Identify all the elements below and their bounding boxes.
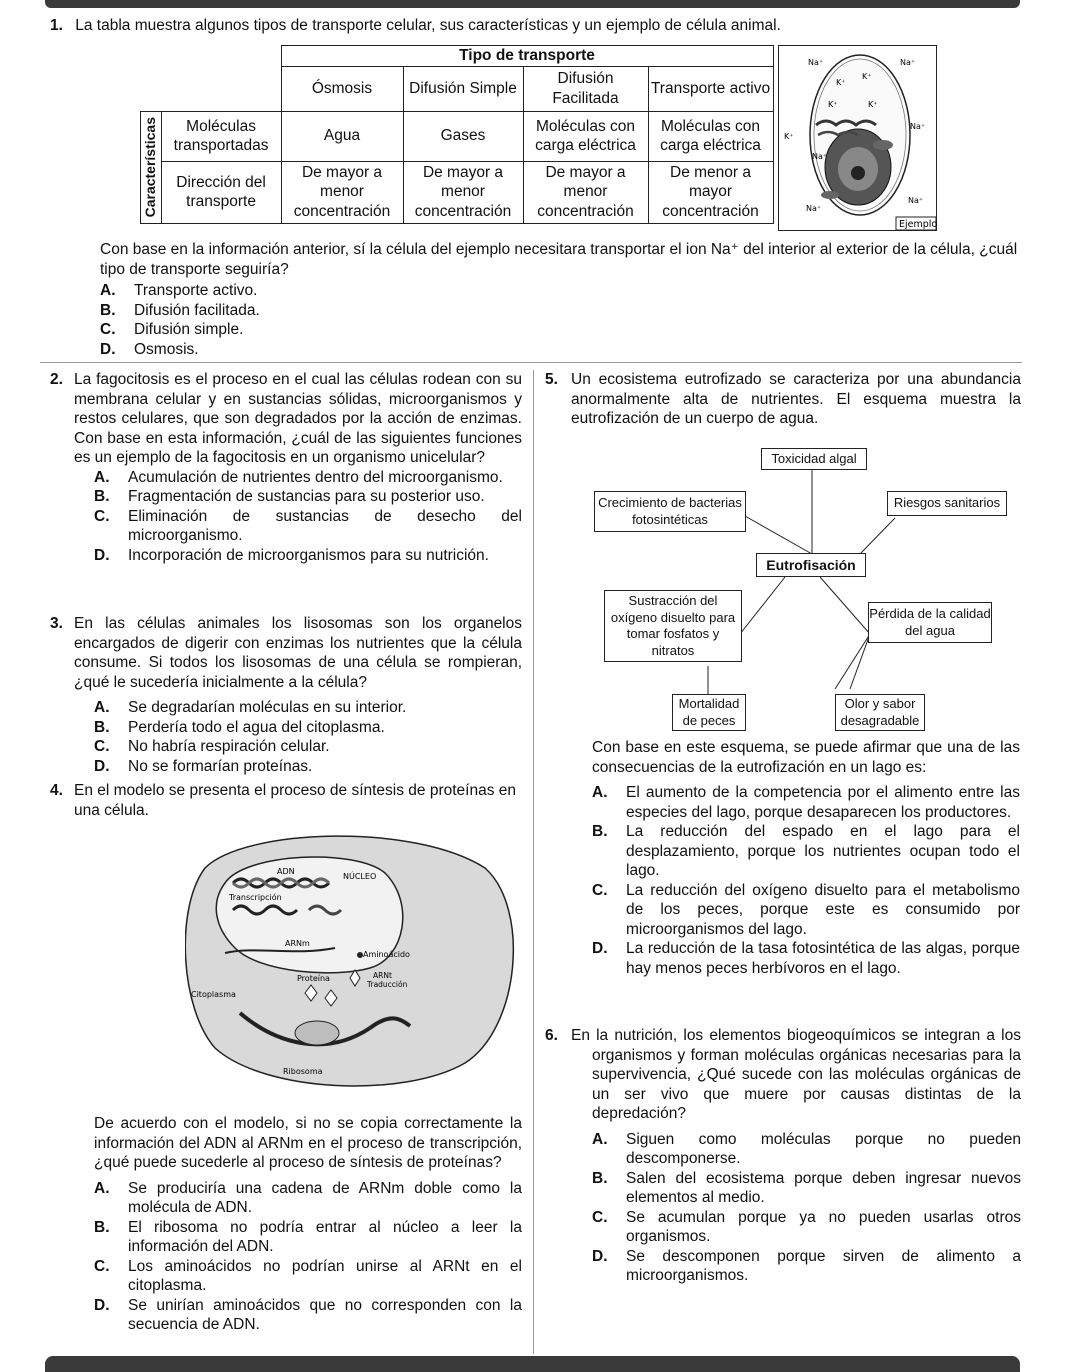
q4-question-block xyxy=(94,1114,522,1335)
option-letter: C. xyxy=(592,1208,608,1226)
diagram-label-arnt: ARNt xyxy=(373,971,392,980)
option-letter: B. xyxy=(100,301,116,319)
node-olor: Olor y sabor desagradable xyxy=(835,694,925,731)
q2-block xyxy=(50,370,522,565)
diagram-label-arnm: ARNm xyxy=(285,939,310,948)
q4-options xyxy=(94,1179,522,1335)
q2-stem: La fagocitosis es el proceso en el cual las células rodean con su membrana celular y en sustancias sólidas, microorganismos y restos celulares, que son degradados por la acción de enzimas. Con base en esta información, ¿cuál de las siguientes funciones es un ejemplo de la fagocitosis en un organismo unicelular? xyxy=(74,371,522,466)
option-q4-a[interactable] xyxy=(94,1179,522,1218)
option-q2-d[interactable] xyxy=(94,546,522,566)
node-mortalidad: Mortalidad de peces xyxy=(672,694,746,731)
ion-k-label: K⁺ xyxy=(868,100,878,109)
q1-intro-text: La tabla muestra algunos tipos de transporte celular, sus características y un ejemplo de célula animal. xyxy=(75,17,781,34)
option-text: La reducción del oxígeno disuelto para el metabolismo de los peces, porque este es consumido por microorganismos del lago. xyxy=(626,881,1020,938)
ion-k-label: K⁺ xyxy=(862,72,872,81)
option-q5-d[interactable] xyxy=(592,939,1020,978)
nucleolus xyxy=(851,166,865,180)
q4-number: 4. xyxy=(50,782,63,799)
diagram-connectors xyxy=(590,444,1020,734)
ion-na-label: Na⁺ xyxy=(900,58,916,67)
q4-stem-wrap xyxy=(50,781,522,820)
col-transporte-activo: Transporte activo xyxy=(648,66,773,111)
eutrophication-diagram xyxy=(590,444,1020,734)
option-q3-a[interactable] xyxy=(94,698,522,718)
option-text: Los aminoácidos no podrían unirse al ARNt en el citoplasma. xyxy=(128,1257,522,1294)
ion-k-label: K⁺ xyxy=(784,132,794,141)
option-letter: B. xyxy=(94,1218,110,1236)
row-label-direccion: Dirección del transporte xyxy=(161,161,281,223)
transport-table xyxy=(140,45,774,224)
connector-line xyxy=(745,516,812,554)
option-text: El aumento de la competencia por el alimento entre las especies del lago, porque desaparecen los productores. xyxy=(626,784,1020,821)
option-text: Se degradarían moléculas en su interior. xyxy=(128,699,407,716)
cell-table: De menor a mayor concentración xyxy=(648,161,773,223)
diagram-label-aminoacido: Aminoácido xyxy=(363,950,410,959)
option-letter: C. xyxy=(100,321,116,338)
option-q4-d[interactable] xyxy=(94,1296,522,1335)
option-letter: D. xyxy=(94,757,110,775)
col-difusion-facilitada: Difusión Facilitada xyxy=(523,66,648,111)
option-q1-d[interactable] xyxy=(100,340,500,360)
q4-stem-line xyxy=(50,781,522,820)
ion-k-label: K⁺ xyxy=(836,78,846,87)
option-letter: B. xyxy=(94,718,110,736)
option-letter: D. xyxy=(94,546,110,564)
ion-na-label: Na⁺ xyxy=(908,196,924,205)
option-q3-b[interactable] xyxy=(94,718,522,738)
q6-block xyxy=(545,1026,1021,1286)
option-q3-c[interactable] xyxy=(94,737,522,757)
node-toxicidad: Toxicidad algal xyxy=(761,448,867,470)
ion-na-label: Na⁺ xyxy=(806,204,822,213)
option-q2-c[interactable] xyxy=(94,507,522,546)
option-text: La reducción de la tasa fotosintética de las algas, porque hay menos peces herbívoros en el lago. xyxy=(626,940,1020,977)
option-letter: A. xyxy=(592,784,608,801)
q5-number: 5. xyxy=(545,371,558,388)
diagram-label-traduccion: Traducción xyxy=(367,980,408,989)
option-q6-b[interactable] xyxy=(592,1169,1021,1208)
option-text: Eliminación de sustancias de desecho del microorganismo. xyxy=(128,507,522,544)
option-text: Salen del ecosistema porque deben ingresar nuevos elementos al medio. xyxy=(626,1169,1021,1206)
option-letter: D. xyxy=(592,1247,608,1265)
option-letter: C. xyxy=(94,507,110,525)
option-q5-c[interactable] xyxy=(592,881,1020,940)
q4-question: De acuerdo con el modelo, si no se copia correctamente la información del ADN al ARNm en el proceso de transcripción, ¿qué puede sucederle al proceso de síntesis de proteínas? xyxy=(94,1115,522,1171)
option-text: Difusión facilitada. xyxy=(134,301,260,319)
option-text: La reducción del espado en el lago para el desplazamiento, porque los nutrientes ocupan todo el lago. xyxy=(626,823,1020,879)
col-osmosis: Ósmosis xyxy=(281,66,403,111)
side-label: Características xyxy=(142,116,159,218)
q4-stem: En el modelo se presenta el proceso de síntesis de proteínas en una célula. xyxy=(74,782,517,819)
table-header: Tipo de transporte xyxy=(281,46,773,67)
option-text: El ribosoma no podría entrar al núcleo a leer la información del ADN. xyxy=(128,1218,522,1255)
q3-stem-wrap xyxy=(50,614,522,692)
q1-question: Con base en la información anterior, sí la célula del ejemplo necesitara transportar el ion Na⁺ del interior al exterior de la célula, ¿cuál tipo de transporte seguiría? xyxy=(100,241,1018,278)
bottom-bar xyxy=(45,1356,1020,1372)
q1-intro xyxy=(50,16,1030,36)
option-letter: D. xyxy=(94,1296,110,1314)
q5-stem-wrap xyxy=(545,370,1021,429)
cell-table: Gases xyxy=(403,111,523,161)
option-q1-a[interactable] xyxy=(100,281,500,301)
option-text: Se unirían aminoácidos que no corresponden con la secuencia de ADN. xyxy=(128,1296,522,1333)
q3-options xyxy=(50,698,522,776)
cell-table: Agua xyxy=(281,111,403,161)
mitochondrion xyxy=(873,140,893,150)
option-q6-d[interactable] xyxy=(592,1247,1021,1286)
option-q6-a[interactable] xyxy=(592,1130,1021,1169)
option-text: No habría respiración celular. xyxy=(128,738,330,755)
option-text: Incorporación de microorganismos para su nutrición. xyxy=(128,546,489,564)
option-letter: B. xyxy=(592,823,608,840)
option-text: Transporte activo. xyxy=(134,282,258,299)
option-q6-c[interactable] xyxy=(592,1208,1021,1247)
q5-options xyxy=(592,783,1020,978)
option-q5-a[interactable] xyxy=(592,783,1020,822)
option-letter: B. xyxy=(94,488,110,505)
q5-question: Con base en este esquema, se puede afirmar que una de las consecuencias de la eutrofización en un lago es: xyxy=(592,739,1020,776)
option-letter: C. xyxy=(592,881,608,899)
cell-table: Moléculas con carga eléctrica xyxy=(523,111,648,161)
option-text: Acumulación de nutrientes dentro del microorganismo. xyxy=(128,468,503,486)
diagram-label-citoplasma: Citoplasma xyxy=(191,990,236,999)
q5-question-block xyxy=(592,738,1020,978)
node-riesgos: Riesgos sanitarios xyxy=(887,491,1007,516)
ion-k-label: K⁺ xyxy=(828,100,838,109)
option-letter: C. xyxy=(94,738,110,755)
option-text: Siguen como moléculas porque no pueden descomponerse. xyxy=(626,1130,1021,1167)
option-letter: D. xyxy=(100,340,116,358)
option-text: Se acumulan porque ya no pueden usarlas otros organismos. xyxy=(626,1208,1021,1245)
q1-number: 1. xyxy=(50,17,63,34)
option-text: Se produciría una cadena de ARNm doble como la molécula de ADN. xyxy=(128,1179,522,1216)
q1-options xyxy=(100,281,500,359)
option-text: Perdería todo el agua del citoplasma. xyxy=(128,718,385,736)
option-letter: D. xyxy=(592,940,608,957)
connector-line xyxy=(740,577,785,634)
option-letter: C. xyxy=(94,1257,110,1275)
diagram-label-proteina: Proteína xyxy=(297,974,330,983)
node-perdida: Pérdida de la calidad del agua xyxy=(868,602,992,643)
diagram-label-adn: ADN xyxy=(277,867,295,876)
cell-example-figure xyxy=(778,45,940,233)
protein-synthesis-figure xyxy=(185,828,520,1090)
side-label-cell xyxy=(141,111,162,223)
q2-stem-wrap xyxy=(50,370,522,468)
connector-line xyxy=(820,577,870,634)
col-difusion-simple: Difusión Simple xyxy=(403,66,523,111)
q3-stem: En las células animales los lisosomas son los organelos encargados de digerir con enzimas los nutrientes que la célula consume. Si todos los lisosomas de una célula se rompieran, ¿qué le sucedería inicialmente a la célula? xyxy=(74,615,522,691)
ion-na-label: Na⁺ xyxy=(910,122,926,131)
section-divider xyxy=(40,362,1022,363)
q5-stem-line xyxy=(545,370,1021,429)
q3-block xyxy=(50,614,522,776)
q2-number: 2. xyxy=(50,371,63,388)
cell-table: De mayor a menor concentración xyxy=(523,161,648,223)
diagram-label-ribosoma: Ribosoma xyxy=(283,1067,323,1076)
mitochondrion xyxy=(821,191,839,199)
ribosome-shape xyxy=(295,1021,339,1045)
option-q1-b[interactable] xyxy=(100,301,500,321)
option-letter: A. xyxy=(100,282,116,299)
option-q4-b[interactable] xyxy=(94,1218,522,1257)
row-label-moleculas: Moléculas transportadas xyxy=(161,111,281,161)
cell-table: Moléculas con carga eléctrica xyxy=(648,111,773,161)
option-text: No se formarían proteínas. xyxy=(128,757,313,775)
option-letter: A. xyxy=(94,468,110,486)
option-text: Osmosis. xyxy=(134,340,199,358)
option-q2-b[interactable] xyxy=(94,487,522,507)
top-bar xyxy=(45,0,1020,8)
q6-number: 6. xyxy=(545,1027,558,1044)
node-eutrofisacion: Eutrofisación xyxy=(756,553,866,577)
ion-na-label: Na⁺ xyxy=(812,152,828,161)
cell-table: De mayor a menor concentración xyxy=(281,161,403,223)
column-divider xyxy=(533,370,534,1354)
connector-line xyxy=(860,518,895,554)
option-text: Difusión simple. xyxy=(134,321,244,338)
cell-table: De mayor a menor concentración xyxy=(403,161,523,223)
option-letter: A. xyxy=(94,1179,110,1197)
option-letter: A. xyxy=(592,1130,608,1148)
q6-options xyxy=(545,1130,1021,1286)
q6-stem: En la nutrición, los elementos biogeoquímicos se integran a los organismos y forman moléculas orgánicas necesarias para la supervivencia, ¿Qué sucede con las moléculas orgánicas de un ser vivo que muere por causas distintas de la depredación? xyxy=(571,1027,1021,1122)
node-sustraccion: Sustracción del oxígeno disuelto para tomar fosfatos y nitratos xyxy=(604,590,742,662)
option-q3-d[interactable] xyxy=(94,757,522,777)
q6-stem-wrap xyxy=(545,1026,1021,1124)
option-q5-b[interactable] xyxy=(592,822,1020,881)
option-q4-c[interactable] xyxy=(94,1257,522,1296)
q2-options xyxy=(50,468,522,566)
option-letter: B. xyxy=(592,1169,608,1187)
ion-na-label: Na⁺ xyxy=(808,58,824,67)
diagram-label-transcripcion: Transcripción xyxy=(229,893,282,902)
node-crecimiento: Crecimiento de bacterias fotosintéticas xyxy=(594,491,746,532)
option-letter: A. xyxy=(94,699,110,716)
option-text: Fragmentación de sustancias para su posterior uso. xyxy=(128,488,485,505)
q5-stem: Un ecosistema eutrofizado se caracteriza por una abundancia anormalmente alta de nutrientes. El esquema muestra la eutrofización de un cuerpo de agua. xyxy=(571,371,1021,427)
diagram-label-nucleo: NÚCLEO xyxy=(343,872,377,881)
option-text: Se descomponen porque sirven de alimento a microorganismos. xyxy=(626,1247,1021,1284)
option-q1-c[interactable] xyxy=(100,320,500,340)
q3-number: 3. xyxy=(50,615,63,632)
option-q2-a[interactable] xyxy=(94,468,522,488)
example-tag: Ejemplo xyxy=(899,219,938,230)
